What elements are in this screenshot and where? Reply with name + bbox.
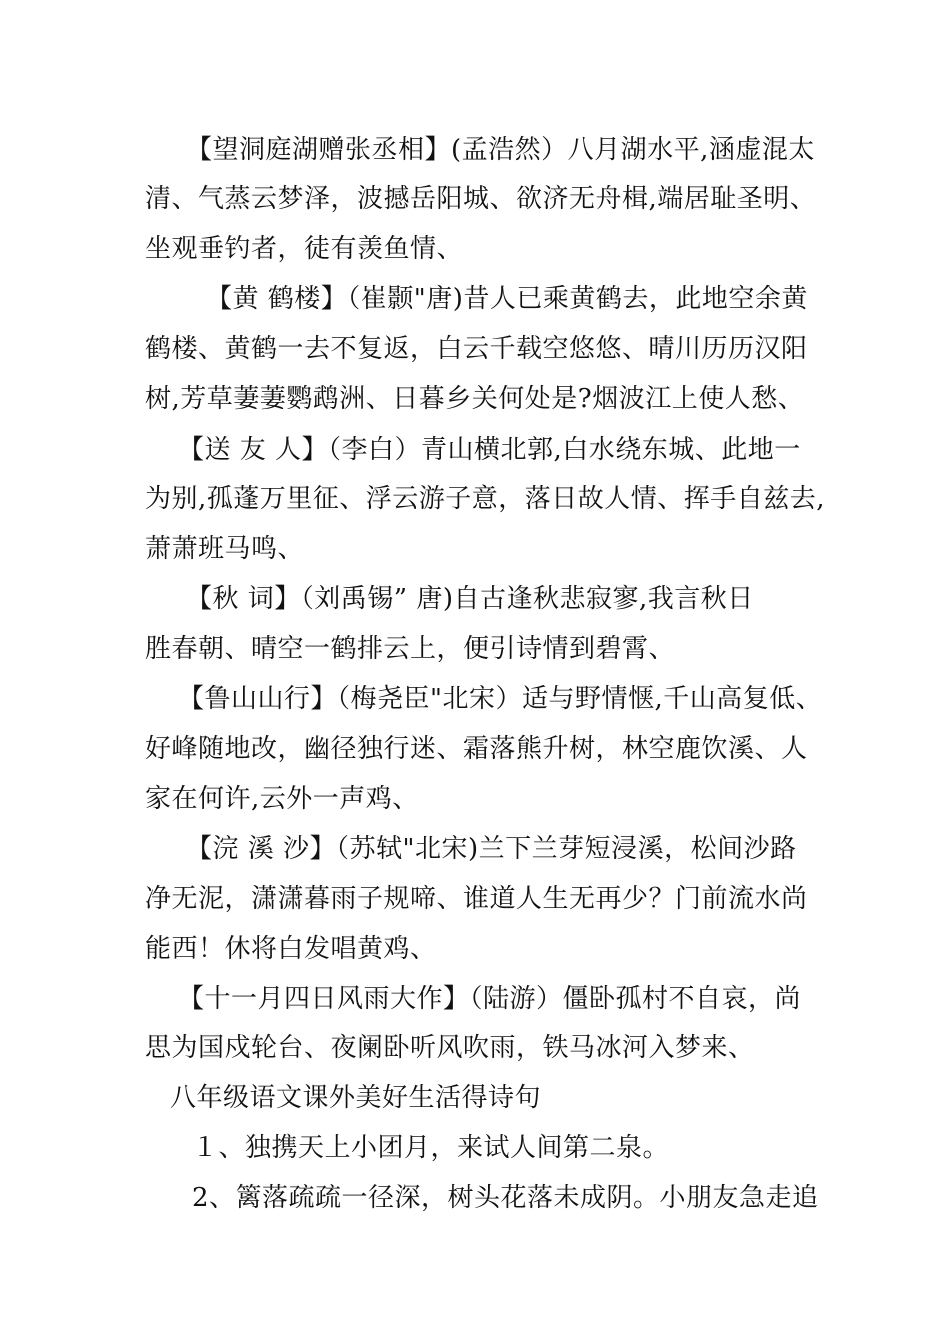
poem-text-line: 萧萧班马鸣、 [145, 534, 305, 564]
poem-text-line: 鹤楼、黄鹤一去不复返，白云千载空悠悠、晴川历历汉阳 [145, 334, 808, 364]
poem-text-line: 为别,孤蓬万里征、浮云游子意，落日故人情、挥手自兹去, [145, 484, 826, 514]
poem-text-line: 净无泥，潇潇暮雨子规啼、谁道人生无再少？门前流水尚 [145, 884, 808, 914]
numbered-verse-line: 2、篱落疏疏一径深，树头花落未成阴。小朋友急走追 [192, 1183, 819, 1213]
poem-title-line: 【鲁山山行】（梅尧臣"北宋）适与野情惬,千山高复低、 [178, 684, 823, 714]
poem-text-line: 清、气蒸云梦泽，波撼岳阳城、欲济无舟楫,端居耻圣明、 [145, 184, 817, 214]
poem-text-line: 胜春朝、晴空一鹤排云上，便引诗情到碧霄、 [145, 634, 676, 664]
poem-title-line: 【望洞庭湖赠张丞相】(孟浩然）八月湖水平,涵虚混太 [186, 135, 815, 165]
section-heading: 八年级语文课外美好生活得诗句 [170, 1083, 542, 1113]
poem-text-line: 坐观垂钓者，徒有羡鱼情、 [145, 234, 464, 264]
poem-text-line: 树,芳草萋萋鹦鹉洲、日暮乡关何处是?烟波江上使人愁、 [145, 384, 805, 414]
poem-title-line: 【十一月四日风雨大作】（陆游）僵卧孤村不自哀，尚 [178, 984, 802, 1014]
numbered-verse-line: １、独携天上小团月，来试人间第二泉。 [192, 1133, 670, 1163]
poem-text-line: 家在何许,云外一声鸡、 [145, 784, 419, 814]
poem-title-line: 【黄 鹤楼】（崔颢"唐)昔人已乘黄鹤去，此地空余黄 [206, 284, 808, 314]
poem-text-line: 能西！休将白发唱黄鸡、 [145, 934, 437, 964]
poem-title-line: 【送 友 人】（李白）青山横北郭,白水绕东城、此地一 [178, 435, 801, 465]
poem-text-line: 好峰随地改，幽径独行迷、霜落熊升树，林空鹿饮溪、人 [145, 734, 808, 764]
poem-title-line: 【秋 词】（刘禹锡” 唐)自古逢秋悲寂寥,我言秋日 [186, 584, 754, 614]
poem-title-line: 【浣 溪 沙】（苏轼"北宋)兰下兰芽短浸溪，松间沙路 [186, 834, 797, 864]
poem-text-line: 思为国戍轮台、夜阑卧听风吹雨，铁马冰河入梦来、 [145, 1033, 755, 1063]
